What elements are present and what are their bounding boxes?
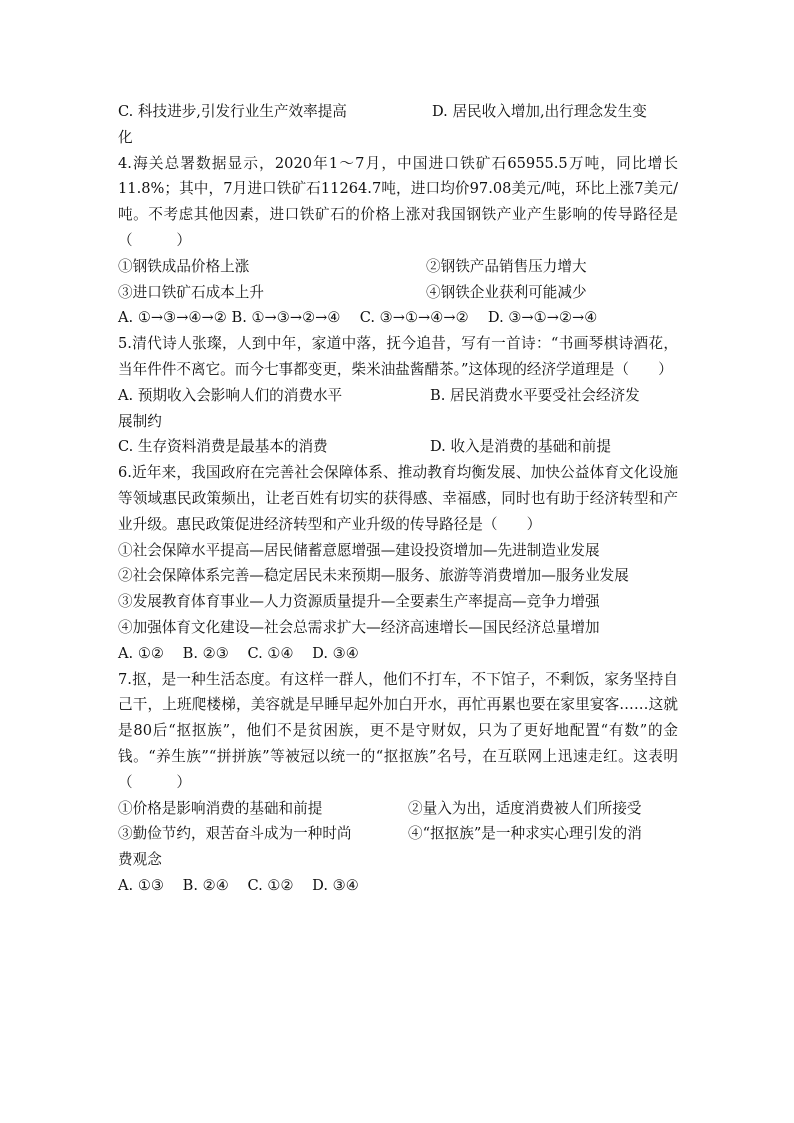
option-a: A. 预期收入会影响人们的消费水平 [118,386,343,404]
question-4-items-row-2 [118,280,678,306]
option-c: C. ①② [247,876,294,894]
option-c: C. 生存资料消费是最基本的消费 [118,438,328,456]
option-c: C. ①④ [247,644,294,662]
question-7 [118,667,678,899]
item: ②社会保障体系完善—稳定居民未来预期—服务、旅游等消费增加—服务业发展 [118,567,629,585]
item: ①价格是影响消费的基础和前提 [118,799,323,817]
item: ②量入为出，适度消费被人们所接受 [408,799,642,817]
question-6-options [118,641,678,667]
question-4-stem: 4.海关总署数据显示，2020年1～7月，中国进口铁矿石65955.5万吨，同比增长11.8%；其中，7月进口铁矿石11264.7吨，进口均价97.08美元/吨，环比上涨7美元/吨。不考虑其他因素，进口铁矿石的价格上涨对我国钢铁产业产生影响的传导路径是（ ） [118,154,678,249]
option-b: B. 居民消费水平要受社会经济发 [430,386,640,404]
item: ④加强体育文化建设—社会总需求扩大—经济高速增长—国民经济总量增加 [118,618,600,636]
item: ①社会保障水平提高—居民储蓄意愿增强—建设投资增加—先进制造业发展 [118,541,600,559]
option-c: C. 科技进步,引发行业生产效率提高 [118,103,347,120]
question-7-items-row-2 [118,821,678,847]
question-4-items-row-1 [118,254,678,280]
question-7-items-row-1 [118,796,678,822]
question-7-options [118,873,678,899]
item: ④“抠抠族”是一种求实心理引发的消 [408,825,642,843]
question-5 [118,331,678,460]
option-d: D. ③④ [312,876,359,894]
question-5-options-row-1 [118,383,678,409]
option-a: A. ①② [118,644,164,662]
option-d-continued: 化 [118,128,133,146]
item: ②钢铁产品销售压力增大 [426,257,587,275]
question-7-stem: 7.抠，是一种生活态度。有这样一群人，他们不打车，不下馆子，不剩饭，家务坚持自己干，上班爬楼梯，美容就是早睡早起外加白开水，再忙再累也要在家里宴客……这就是80后“抠抠族”，他们不是贫困族，更不是守财奴，只为了更好地配置“有数”的金钱。“养生族”“拼拼族”等被冠以统一的“抠抠族”名号，在互联网上迅速走红。这表明（ ） [118,670,678,791]
question-5-options-row-2 [118,434,678,460]
option-d: D. 居民收入增加,出行理念发生变 [432,103,647,120]
item-continued: 费观念 [118,851,162,869]
option-b: B. ②④ [182,876,229,894]
option-a: A. ①③ [118,876,164,894]
item: ③发展教育体育事业—人力资源质量提升—全要素生产率提高—竞争力增强 [118,593,600,611]
item: ③进口铁矿石成本上升 [118,283,264,301]
question-6-stem: 6.近年来，我国政府在完善社会保障体系、推动教育均衡发展、加快公益体育文化设施等领域惠民政策频出，让老百姓有切实的获得感、幸福感，同时也有助于经济转型和产业升级。惠民政策促进经济转型和产业升级的传导路径是（ ） [118,464,678,533]
question-6 [118,460,678,666]
option-d: D. ③④ [312,644,359,662]
question-4 [118,151,678,332]
option-d: D. 收入是消费的基础和前提 [430,438,611,456]
question-3-tail [118,99,678,151]
option-b: B. ②③ [182,644,229,662]
item: ③勤俭节约，艰苦奋斗成为一种时尚 [118,825,352,843]
item: ①钢铁成品价格上涨 [118,257,250,275]
question-5-stem: 5.清代诗人张璨，人到中年，家道中落，抚今追昔，写有一首诗：“书画琴棋诗酒花，当年件件不离它。而今七事都变更，柴米油盐酱醋茶。”这体现的经济学道理是（ ） [118,335,678,378]
item: ④钢铁企业获利可能减少 [426,283,587,301]
exam-page [118,99,678,899]
question-4-options: A. ①→③→④→② B. ①→③→②→④ C. ③→①→④→② D. ③→①→②→④ [118,309,598,327]
option-b-continued: 展制约 [118,412,162,430]
